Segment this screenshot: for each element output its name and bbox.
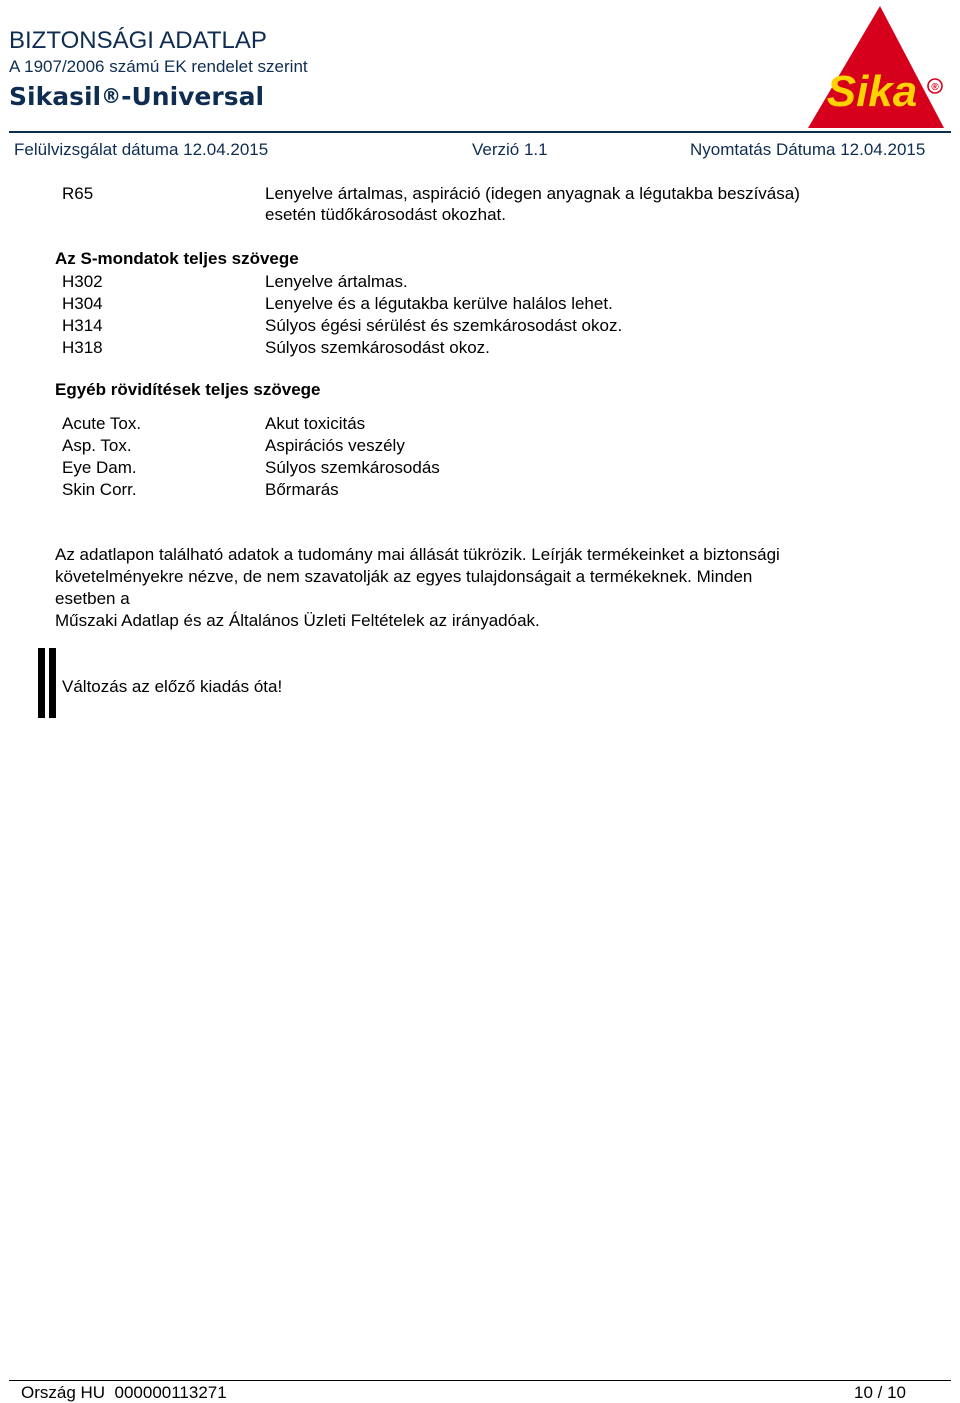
logo-registered-mark: ®	[931, 82, 939, 93]
document-header	[0, 0, 960, 165]
footer-divider	[9, 1380, 951, 1381]
change-note: Változás az előző kiadás óta!	[62, 677, 283, 696]
abbreviation: Eye Dam.	[62, 458, 137, 477]
abbreviations-heading: Egyéb rövidítések teljes szövege	[55, 380, 321, 399]
regulation-reference: A 1907/2006 számú EK rendelet szerint	[9, 57, 308, 76]
abbreviation-meaning: Akut toxicitás	[265, 414, 366, 433]
hazard-code: H314	[62, 316, 103, 335]
document-title: BIZTONSÁGI ADATLAP	[9, 27, 267, 54]
abbreviation: Acute Tox.	[62, 414, 142, 433]
product-name-suffix: -Universal	[121, 82, 265, 111]
hazard-code: H318	[62, 338, 103, 357]
disclaimer-line: követelményekre nézve, de nem szavatolják az egyes tulajdonságait a termékeknek. Minden	[55, 567, 753, 586]
hazard-text: Súlyos szemkárosodást okoz.	[265, 338, 490, 357]
hazard-text: Lenyelve ártalmas.	[265, 272, 408, 291]
hazard-code: H302	[62, 272, 103, 291]
disclaimer-line: Az adatlapon található adatok a tudomány mai állását tükrözik. Leírják termékeinket a biztonsági	[55, 545, 780, 564]
hazard-text: Lenyelve és a légutakba kerülve halálos lehet.	[265, 294, 613, 313]
abbreviation: Asp. Tox.	[62, 436, 132, 455]
disclaimer-line: esetben a	[55, 589, 130, 608]
disclaimer-line: Műszaki Adatlap és az Általános Üzleti Feltételek az irányadóak.	[55, 611, 540, 630]
r-phrase-text-line2: esetén tüdőkárosodást okozhat.	[265, 205, 506, 224]
version-number: Verzió 1.1	[472, 140, 548, 159]
change-bar-left	[38, 648, 45, 718]
footer-document-id: Ország HU 000000113271	[21, 1383, 227, 1402]
revision-date: Felülvizsgálat dátuma 12.04.2015	[14, 140, 269, 159]
product-name-base: Sikasil	[9, 82, 102, 111]
print-date: Nyomtatás Dátuma 12.04.2015	[690, 140, 926, 159]
hazard-text: Súlyos égési sérülést és szemkárosodást okoz.	[265, 316, 623, 335]
abbreviation: Skin Corr.	[62, 480, 137, 499]
abbreviation-meaning: Bőrmarás	[265, 480, 339, 499]
registered-mark: ®	[101, 84, 122, 108]
abbreviation-meaning: Aspirációs veszély	[265, 436, 405, 455]
page-number: 10 / 10	[854, 1383, 906, 1402]
r-phrase-code: R65	[62, 184, 94, 203]
hazard-code: H304	[62, 294, 103, 313]
product-name	[9, 81, 264, 112]
s-section-heading: Az S-mondatok teljes szövege	[55, 249, 299, 268]
sika-logo	[800, 4, 948, 132]
abbreviation-meaning: Súlyos szemkárosodás	[265, 458, 440, 477]
change-bar-right	[49, 648, 56, 718]
r-phrase-text-line1: Lenyelve ártalmas, aspiráció (idegen anyagnak a légutakba beszívása)	[265, 184, 800, 203]
logo-wordmark: Sika	[826, 67, 918, 116]
